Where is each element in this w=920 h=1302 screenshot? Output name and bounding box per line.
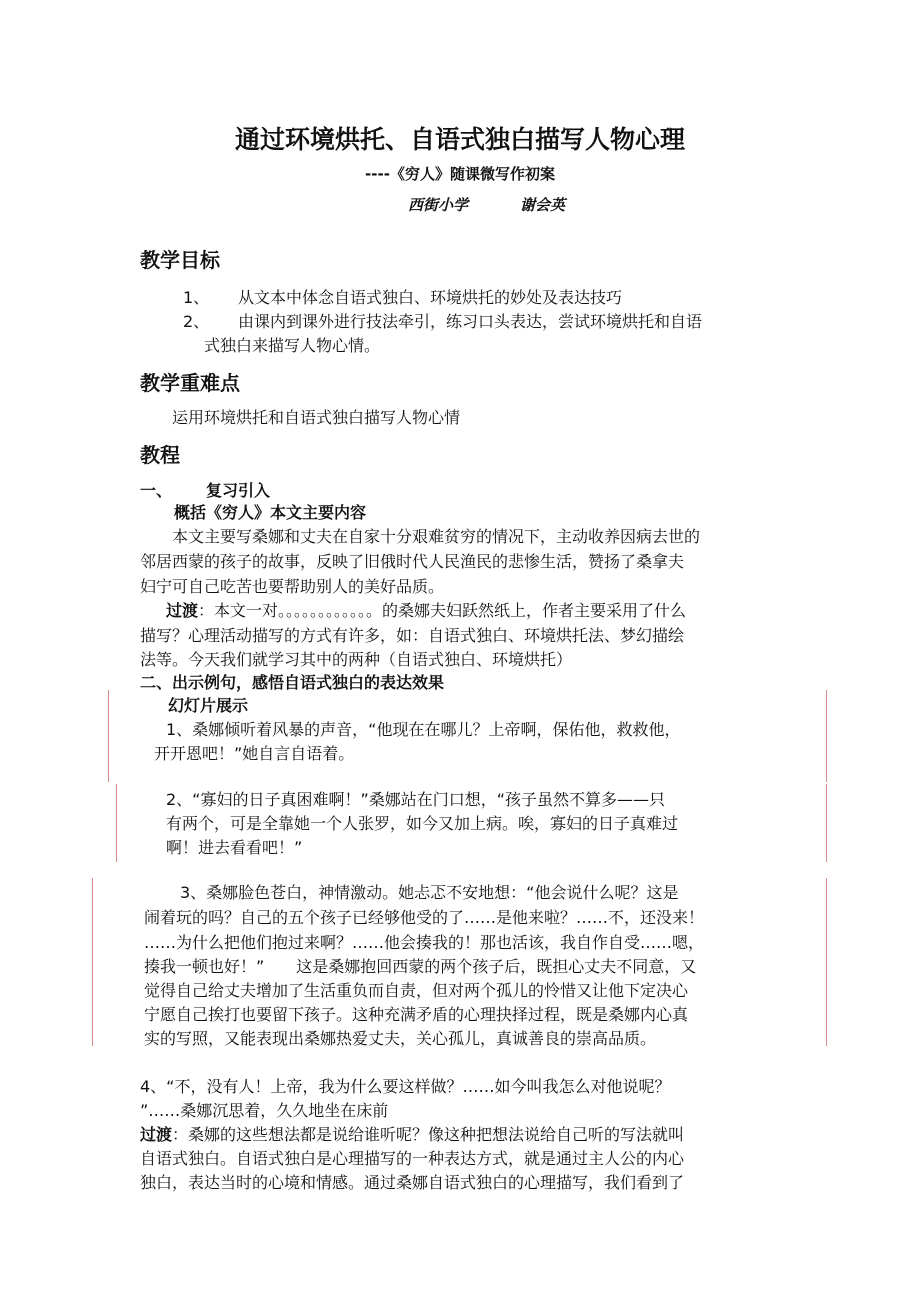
keypoints-heading: 教学重难点 — [140, 371, 240, 395]
transition-1-line: 过渡：本文一对。。。。。。。。。。。。的桑娜夫妇跃然纸上，作者主要采用了什么 — [166, 601, 687, 620]
process-heading: 教程 — [140, 443, 180, 467]
summary-line: 邻居西蒙的孩子的故事，反映了旧俄时代人民渔民的悲惨生活，赞扬了桑拿夫 — [140, 552, 685, 571]
margin-line — [826, 784, 827, 862]
margin-line — [108, 690, 109, 782]
document-subtitle: ----《穷人》随课微写作初案 — [365, 165, 555, 183]
section-2-title: 二、出示例句，感悟自语式独白的表达效果 — [140, 673, 445, 692]
objective-1-text: 从文本中体念自语式独白、环境烘托的妙处及表达技巧 — [238, 288, 623, 307]
example-2-line: 2、“寡妇的日子真困难啊！”桑娜站在门口想，“孩子虽然不算多——只 — [166, 790, 666, 809]
example-3-line: 觉得自己给丈夫增加了生活重负而自责，但对两个孤儿的怜惜又让他下定决心 — [144, 981, 689, 1000]
example-4-line: 4、“不，没有人！上帝，我为什么要这样做？……如今叫我怎么对他说呢？ — [140, 1077, 671, 1096]
transition-2-line: 过渡：桑娜的这些想法都是说给谁听呢？像这种把想法说给自己听的写法就叫 — [140, 1125, 685, 1144]
objective-2-number: 2、 — [183, 312, 210, 331]
transition-1-line: 描写？心理活动描写的方式有许多，如：自语式独白、环境烘托法、梦幻描绘 — [140, 626, 685, 645]
document-title: 通过环境烘托、自语式独白描写人物心理 — [234, 125, 685, 154]
example-2-line: 有两个，可是全靠她一个人张罗，如今又加上病。唉，寡妇的日子真难过 — [166, 814, 679, 833]
transition-1-line: 法等。今天我们就学习其中的两种（自语式独白、环境烘托） — [140, 650, 573, 669]
example-2-line: 啊！进去看看吧！” — [166, 838, 303, 857]
example-1-line: 1、桑娜倾听着风暴的声音，“他现在在哪儿？上帝啊，保佑他，救救他， — [166, 720, 681, 739]
slides-title: 幻灯片展示 — [168, 696, 249, 715]
section-1-title: 复习引入 — [206, 481, 271, 500]
objectives-heading: 教学目标 — [140, 248, 220, 272]
objective-1-number: 1、 — [183, 288, 210, 307]
objective-2-text: 由课内到课外进行技法牵引，练习口头表达，尝试环境烘托和自语 — [238, 312, 703, 331]
example-3-line: 实的写照，又能表现出桑娜热爱丈夫，关心孤儿，真诚善良的崇高品质。 — [144, 1029, 657, 1048]
summary-title: 概括《穷人》本文主要内容 — [174, 503, 367, 522]
summary-line: 本文主要写桑娜和丈夫在自家十分艰难贫穷的情况下，主动收养因病去世的 — [172, 527, 701, 546]
example-1-line: 开开恩吧！”她自言自语着。 — [154, 744, 355, 763]
margin-line — [116, 784, 117, 862]
transition-2-line: 自语式独白。自语式独白是心理描写的一种表达方式，就是通过主人公的内心 — [140, 1149, 685, 1168]
keypoints-text: 运用环境烘托和自语式独白描写人物心情 — [172, 408, 461, 427]
margin-line — [826, 878, 827, 1046]
transition-label: 过渡 — [166, 601, 199, 620]
example-3-line: 闹着玩的吗？自己的五个孩子已经够他受的了……是他来啦？……不，还没来！ — [144, 908, 705, 927]
school-name: 西街小学 — [408, 196, 469, 214]
example-3-line: 揍我一顿也好！” 这是桑娜抱回西蒙的两个孩子后，既担心丈夫不同意，又 — [144, 957, 697, 976]
summary-line: 妇宁可自己吃苦也要帮助别人的美好品质。 — [140, 577, 445, 596]
example-3-line: 宁愿自己挨打也要留下孩子。这种充满矛盾的心理抉择过程，既是桑娜内心真 — [144, 1005, 689, 1024]
example-4-line: ”……桑娜沉思着，久久地坐在床前 — [140, 1101, 389, 1120]
example-3-line: 3、桑娜脸色苍白，神情激动。她忐忑不安地想：“他会说什么呢？这是 — [180, 883, 679, 902]
transition-label: 过渡 — [140, 1125, 173, 1144]
margin-line — [826, 690, 827, 782]
transition-2-line: 独白，表达当时的心境和情感。通过桑娜自语式独白的心理描写，我们看到了 — [140, 1173, 685, 1192]
author-name: 谢会英 — [520, 196, 566, 214]
section-1-number: 一、 — [140, 481, 173, 500]
objective-2-continuation: 式独白来描写人物心情。 — [204, 336, 381, 355]
margin-line — [92, 878, 93, 1046]
example-3-line: ……为什么把他们抱过来啊？……他会揍我的！那也活该，我自作自受……嗯， — [144, 933, 705, 952]
